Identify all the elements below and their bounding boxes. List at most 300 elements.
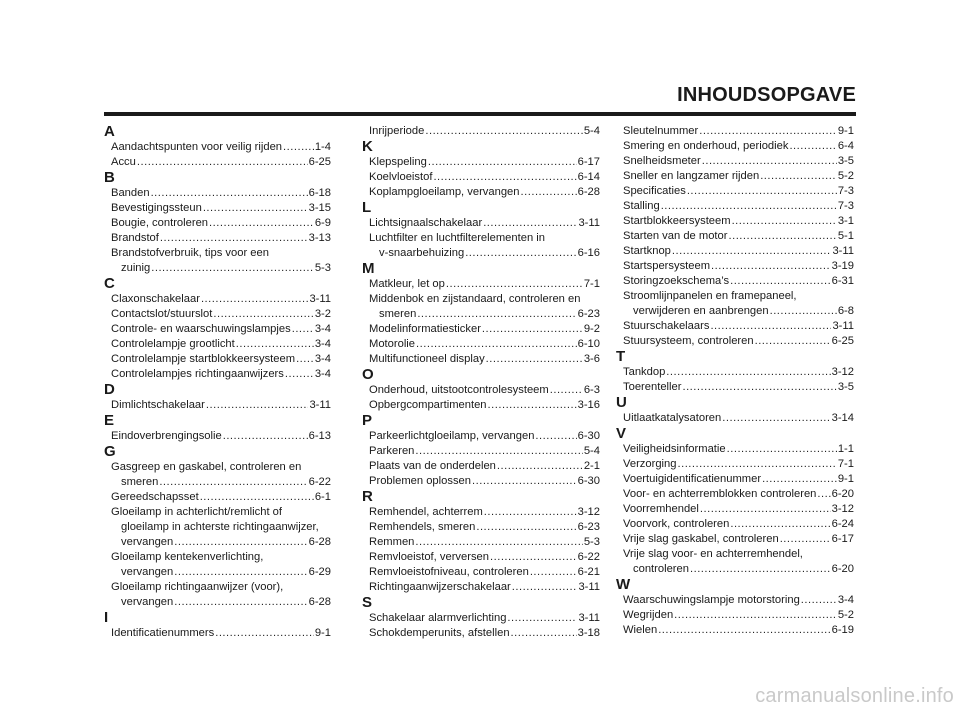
entry-text: Remmen [369,536,415,548]
index-entry [362,611,600,626]
entry-text: Eindoverbrengingsolie [111,430,222,442]
entry-line [616,139,854,154]
index-section [104,610,331,641]
entry-text: v-snaarbehuizing [379,247,465,259]
entry-line [616,457,854,472]
dot-leader [700,502,831,517]
dot-leader [486,352,583,367]
dot-leader [236,337,314,352]
index-entry [616,289,854,319]
dot-leader [728,229,836,244]
section-letter: W [616,576,631,593]
entry-text: Modelinformatiesticker [369,323,481,335]
entry-text: Dimlichtschakelaar [111,399,205,411]
index-entry [362,383,600,398]
index-entry [362,535,600,550]
dot-leader [672,244,832,259]
dot-leader [497,459,583,474]
dot-leader [446,277,583,292]
page-number: 3-5 [837,155,854,167]
dot-leader [722,411,830,426]
entry-text: Voertuigidentificatienummer [623,473,762,485]
entry-line [616,199,854,214]
dot-leader [223,429,308,444]
index-section [104,382,331,413]
index-entry [104,155,331,170]
entry-line [104,367,331,382]
dot-leader [730,274,830,289]
entry-line [616,442,854,457]
dot-leader [789,139,836,154]
page-number: 5-4 [583,445,600,457]
index-entry [616,380,854,395]
page-number: 3-4 [314,323,331,335]
page-number: 6-31 [831,275,854,287]
section-letter: L [362,199,372,216]
page-number: 6-23 [577,521,600,533]
entry-text: Bougie, controleren [111,217,209,229]
index-section [362,489,600,595]
page-number: 2-1 [583,460,600,472]
entry-text: Voor- en achterremblokken controleren [623,488,817,500]
entry-text: Lichtsignaalschakelaar [369,217,483,229]
entry-line [104,140,331,155]
entry-line [104,626,331,641]
dot-leader [428,155,577,170]
index-column-3 [616,124,854,638]
entry-line [362,565,600,580]
page-number: 6-22 [577,551,600,563]
dot-leader [283,140,314,155]
entry-line [362,170,600,185]
dot-leader [215,626,314,641]
index-entry [362,580,600,595]
page-number: 3-16 [577,399,600,411]
dot-leader [770,304,837,319]
entry-line [104,186,331,201]
page-number: 6-24 [831,518,854,530]
dot-leader [760,169,837,184]
entry-text: Opbergcompartimenten [369,399,487,411]
index-section [616,577,854,638]
entry-text: Startknop [623,245,671,257]
entry-line [616,319,854,334]
section-letter: A [104,123,115,140]
page-number: 6-18 [308,187,331,199]
entry-line [616,365,854,380]
entry-line [104,201,331,216]
entry-line [104,490,331,505]
entry-line [362,231,600,246]
section-letter: M [362,260,375,277]
section-letter: U [616,394,627,411]
entry-text: Middenbok en zijstandaard, controleren en [369,293,581,305]
index-column-1 [104,124,331,641]
dot-leader [687,184,837,199]
page-number: 6-17 [577,156,600,168]
entry-line [362,383,600,398]
index-section [104,170,331,276]
entry-text: Storingzoekschema’s [623,275,730,287]
entry-line [616,547,854,562]
index-section [104,413,331,444]
index-section [616,426,854,577]
entry-line [616,517,854,532]
entry-line [362,459,600,474]
entry-text: Specificaties [623,185,686,197]
index-entry [362,292,600,322]
page-number: 6-28 [577,186,600,198]
section-letter: D [104,381,115,398]
section-letter: B [104,169,115,186]
entry-line [616,380,854,395]
dot-leader [137,155,308,170]
entry-line [616,411,854,426]
entry-text: Problemen oplossen [369,475,471,487]
entry-line [616,334,854,349]
page-number: 6-21 [577,566,600,578]
index-section [616,395,854,426]
dot-leader [465,246,576,261]
index-entry [616,199,854,214]
index-entry [362,216,600,231]
section-letter: S [362,594,373,611]
dot-leader [535,429,576,444]
page-number: 6-16 [577,247,600,259]
entry-line [616,229,854,244]
index-entry [104,352,331,367]
index-section [362,595,600,641]
entry-line [362,611,600,626]
page-number: 3-11 [578,217,600,229]
entry-text: Vrije slag voor- en achterremhendel, [623,548,803,560]
entry-line [362,277,600,292]
page-number: 6-14 [577,171,600,183]
entry-line [362,398,600,413]
page-number: 3-12 [577,506,600,518]
dot-leader [658,623,830,638]
entry-text: Stalling [623,200,660,212]
index-entry [616,457,854,472]
dot-leader [710,319,831,334]
index-entry [104,429,331,444]
index-entry [616,502,854,517]
entry-text: Matkleur, let op [369,278,445,290]
entry-line [104,322,331,337]
dot-leader [415,535,582,550]
entry-line [362,474,600,489]
page-number: 6-20 [831,488,854,500]
index-entry [104,201,331,216]
entry-line [104,535,331,550]
dot-leader [507,611,577,626]
entry-text: Wegrijden [623,609,674,621]
index-section [362,139,600,200]
entry-line [616,623,854,638]
page-number: 3-12 [831,503,854,515]
index-column-2 [362,124,600,641]
page-number: 7-3 [837,200,854,212]
index-entry [616,229,854,244]
index-entry [362,124,600,139]
section-letter: G [104,443,116,460]
dot-leader [677,457,836,472]
section-letter: V [616,425,627,442]
index-entry [104,490,331,505]
entry-line [362,444,600,459]
index-section [362,200,600,261]
entry-text: Inrijperiode [369,125,425,137]
dot-leader [416,337,577,352]
entry-text: Gasgreep en gaskabel, controleren en [111,461,302,473]
page-number: 9-1 [837,473,854,485]
entry-line [362,505,600,520]
entry-text: Controlelampje startblokkeersysteem [111,353,296,365]
entry-line [362,124,600,139]
page-number: 6-22 [308,476,331,488]
index-entry [616,623,854,638]
index-entry [362,565,600,580]
watermark: carmanualsonline.info [755,685,954,707]
dot-leader [490,550,577,565]
entry-text: Voorremhendel [623,503,699,515]
index-entry [104,231,331,246]
dot-leader [174,565,307,580]
entry-text: vervangen [121,596,174,608]
dot-leader [762,472,837,487]
entry-text: Uitlaatkatalysatoren [623,412,722,424]
dot-leader [476,520,576,535]
index-entry [104,140,331,155]
entry-text: controleren [633,563,689,575]
page-number: 6-28 [308,536,331,548]
entry-line [362,292,600,307]
entry-text: Motorolie [369,338,416,350]
dot-leader [727,442,837,457]
page-number: 7-1 [837,458,854,470]
index-entry [616,154,854,169]
index-entry [362,459,600,474]
index-entry [616,319,854,334]
page-number: 7-3 [837,185,854,197]
dot-leader [201,292,309,307]
entry-text: Controlelampjes richtingaanwijzers [111,368,284,380]
entry-text: Schokdemperunits, afstellen [369,627,510,639]
page-number: 5-4 [583,125,600,137]
dot-leader [482,322,583,337]
entry-line [362,246,600,261]
page-number: 6-25 [831,335,854,347]
dot-leader [433,170,576,185]
entry-line [104,580,331,595]
index-entry [362,277,600,292]
entry-text: Identificatienummers [111,627,215,639]
dot-leader [661,199,837,214]
entry-text: Parkeren [369,445,415,457]
dot-leader [285,367,314,382]
entry-line [104,429,331,444]
entry-line [616,289,854,304]
entry-line [616,608,854,623]
index-entry [362,322,600,337]
entry-line [104,475,331,490]
dot-leader [755,334,831,349]
entry-text: Wielen [623,624,658,636]
page-number: 3-19 [831,260,854,272]
entry-line [104,231,331,246]
page-number: 3-15 [308,202,331,214]
entry-text: smeren [379,308,417,320]
dot-leader [174,535,307,550]
page-number: 6-25 [308,156,331,168]
page-number: 1-4 [314,141,331,153]
index-entry [616,214,854,229]
entry-text: Stuurschakelaars [623,320,710,332]
entry-text: Startspersysteem [623,260,711,272]
dot-leader [415,444,582,459]
index-entry [362,505,600,520]
entry-line [104,292,331,307]
index-entry [104,307,331,322]
dot-leader [521,185,577,200]
entry-line [616,124,854,139]
dot-leader [666,365,830,380]
index-section [104,444,331,610]
page-number: 3-11 [832,320,854,332]
page-number: 5-2 [837,170,854,182]
entry-line [616,472,854,487]
entry-text: Brandstofverbruik, tips voor een [111,247,269,259]
entry-line [362,429,600,444]
dot-leader [702,154,837,169]
page-number: 3-18 [577,627,600,639]
entry-line [616,487,854,502]
title-rule [104,112,856,116]
dot-leader [209,216,314,231]
index-entry [104,398,331,413]
index-entry [104,246,331,276]
entry-line [362,535,600,550]
page-number: 3-1 [837,215,854,227]
index-section [362,413,600,489]
dot-leader [682,380,836,395]
index-entry [616,365,854,380]
dot-leader [472,474,577,489]
index-entry [362,444,600,459]
page-number: 3-2 [314,308,331,320]
section-letter: E [104,412,115,429]
entry-line [104,595,331,610]
entry-text: Waarschuwingslampje motorstoring [623,594,800,606]
page-number: 3-14 [831,412,854,424]
index-entry [362,337,600,352]
entry-line [362,322,600,337]
entry-text: Toerenteller [623,381,682,393]
entry-text: Voorvork, controleren [623,518,730,530]
page-number: 3-13 [308,232,331,244]
entry-line [616,154,854,169]
dot-leader [425,124,582,139]
page-number: 6-10 [577,338,600,350]
dot-leader [817,487,830,502]
index-entry [362,352,600,367]
dot-leader [200,490,314,505]
section-letter: R [362,488,373,505]
entry-text: Bevestigingssteun [111,202,202,214]
index-entry [362,626,600,641]
page-number: 3-4 [314,338,331,350]
entry-line [362,520,600,535]
page-number: 6-20 [831,563,854,575]
entry-text: Stroomlijnpanelen en framepaneel, [623,290,797,302]
dot-leader [801,593,837,608]
entry-text: Controlelampje grootlicht [111,338,235,350]
dot-leader [530,565,577,580]
dot-leader [151,261,314,276]
entry-text: zuinig [121,262,151,274]
index-entry [616,184,854,199]
entry-line [104,565,331,580]
index-entry [362,474,600,489]
entry-line [616,562,854,577]
dot-leader [483,216,577,231]
page-number: 3-11 [832,245,854,257]
entry-line [616,184,854,199]
dot-leader [711,259,831,274]
entry-line [616,169,854,184]
page-number: 6-8 [837,305,854,317]
entry-text: Startblokkeersysteem [623,215,731,227]
dot-leader [732,214,837,229]
index-section [362,124,600,139]
dot-leader [292,322,314,337]
entry-text: vervangen [121,566,174,578]
entry-line [616,259,854,274]
index-entry [616,169,854,184]
section-letter: P [362,412,373,429]
page-number: 7-1 [583,278,600,290]
dot-leader [674,608,837,623]
index-entry [616,124,854,139]
page-number: 6-4 [837,140,854,152]
entry-line [616,593,854,608]
page-number: 5-3 [583,536,600,548]
page-number: 6-28 [308,596,331,608]
entry-line [104,307,331,322]
dot-leader [730,517,830,532]
entry-text: vervangen [121,536,174,548]
index-entry [616,259,854,274]
entry-text: Aandachtspunten voor veilig rijden [111,141,283,153]
page-number: 6-19 [831,624,854,636]
index-entry [362,520,600,535]
entry-line [362,216,600,231]
entry-line [104,352,331,367]
dot-leader [213,307,313,322]
entry-line [616,532,854,547]
index-entry [104,460,331,490]
page-number: 3-11 [578,612,600,624]
page-number: 3-11 [578,581,600,593]
dot-leader [203,201,308,216]
index-entry [362,155,600,170]
entry-text: Remhendel, achterrem [369,506,483,518]
entry-text: Accu [111,156,136,168]
index-section [362,367,600,413]
index-entry [362,231,600,261]
entry-text: smeren [121,476,159,488]
index-entry [104,216,331,231]
